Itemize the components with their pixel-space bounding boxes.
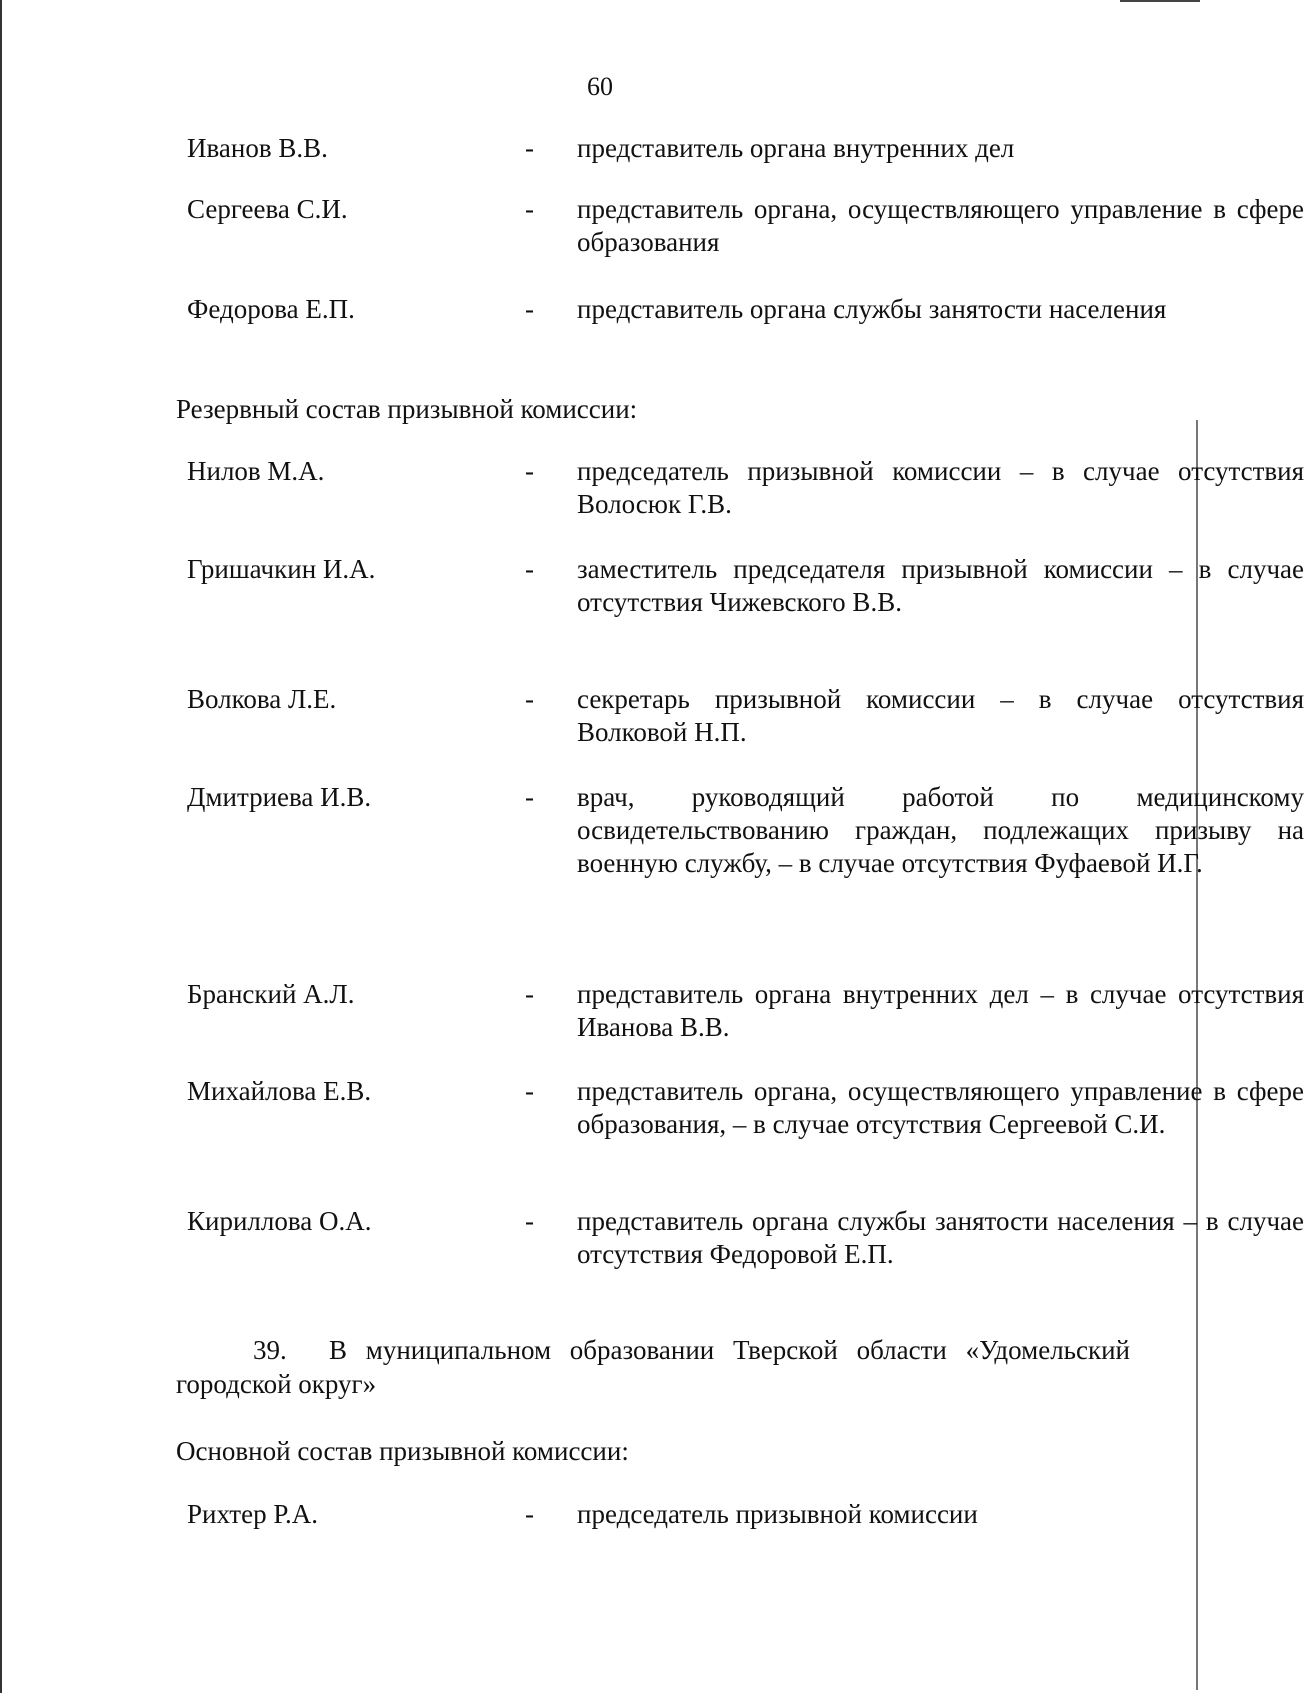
member-role: представитель органа, осуществляющего управление в сфере образования [577, 194, 1304, 257]
member-entry [187, 683, 1304, 753]
separator-dash: - [525, 979, 534, 1009]
member-name: Сергеева С.И. [187, 194, 348, 224]
member-name: Федорова Е.П. [187, 294, 355, 324]
member-name: Кириллова О.А. [187, 1206, 372, 1236]
member-role: председатель призывной комиссии [577, 1499, 978, 1529]
member-entry [187, 455, 1304, 525]
section-text: В муниципальном образовании Тверской области «Удомельский городской округ» [176, 1335, 1130, 1399]
member-name: Иванов В.В. [187, 133, 328, 163]
member-entry [187, 978, 1304, 1048]
member-role: представитель органа внутренних дел – в случае отсутствия Иванова В.В. [577, 979, 1304, 1042]
separator-dash: - [525, 554, 534, 584]
scan-edge-left [0, 0, 2, 1693]
separator-dash: - [525, 684, 534, 714]
main-heading: Основной состав призывной комиссии: [176, 1436, 629, 1466]
page-number: 60 [587, 72, 613, 101]
separator-dash: - [525, 782, 534, 812]
member-role: заместитель председателя призывной комиссии – в случае отсутствия Чижевского В.В. [577, 554, 1304, 617]
member-entry [187, 1205, 1304, 1305]
member-entry [187, 193, 1304, 263]
member-name: Волкова Л.Е. [187, 684, 337, 714]
member-name: Гришачкин И.А. [187, 554, 376, 584]
separator-dash: - [525, 133, 534, 163]
section-number: 39. [253, 1335, 287, 1365]
member-entry [187, 781, 1304, 951]
member-name: Михайлова Е.В. [187, 1076, 372, 1106]
member-entry [187, 553, 1304, 653]
member-role: представитель органа внутренних дел [577, 133, 1015, 163]
separator-dash: - [525, 456, 534, 486]
separator-dash: - [525, 1499, 534, 1529]
member-role: секретарь призывной комиссии – в случае отсутствия Волковой Н.П. [577, 684, 1304, 747]
member-entry [187, 1075, 1304, 1175]
member-name: Дмитриева И.В. [187, 782, 372, 812]
member-name: Бранский А.Л. [187, 979, 355, 1009]
reserve-heading: Резервный состав призывной комиссии: [176, 394, 638, 424]
member-role: представитель органа службы занятости населения [577, 294, 1167, 324]
member-role: председатель призывной комиссии – в случае отсутствия Волосюк Г.В. [577, 456, 1304, 519]
member-role: представитель органа, осуществляющего управление в сфере образования, – в случае отсутствия Сергеевой С.И. [577, 1076, 1304, 1139]
member-entry [187, 293, 1167, 363]
member-role: врач, руководящий работой по медицинскому освидетельствованию граждан, подлежащих призыву на военную службу, – в случае отсутствия Фуфаевой И.Г. [577, 782, 1304, 878]
member-entry [187, 132, 1117, 172]
member-name: Рихтер Р.А. [187, 1499, 318, 1529]
scan-edge-top-right [1120, 0, 1200, 2]
member-entry [187, 1498, 1117, 1538]
member-role: представитель органа службы занятости населения – в случае отсутствия Федоровой Е.П. [577, 1206, 1304, 1269]
separator-dash: - [525, 1076, 534, 1106]
separator-dash: - [525, 294, 534, 324]
separator-dash: - [525, 194, 534, 224]
separator-dash: - [525, 1206, 534, 1236]
section-paragraph [176, 1333, 1130, 1401]
member-name: Нилов М.А. [187, 456, 325, 486]
